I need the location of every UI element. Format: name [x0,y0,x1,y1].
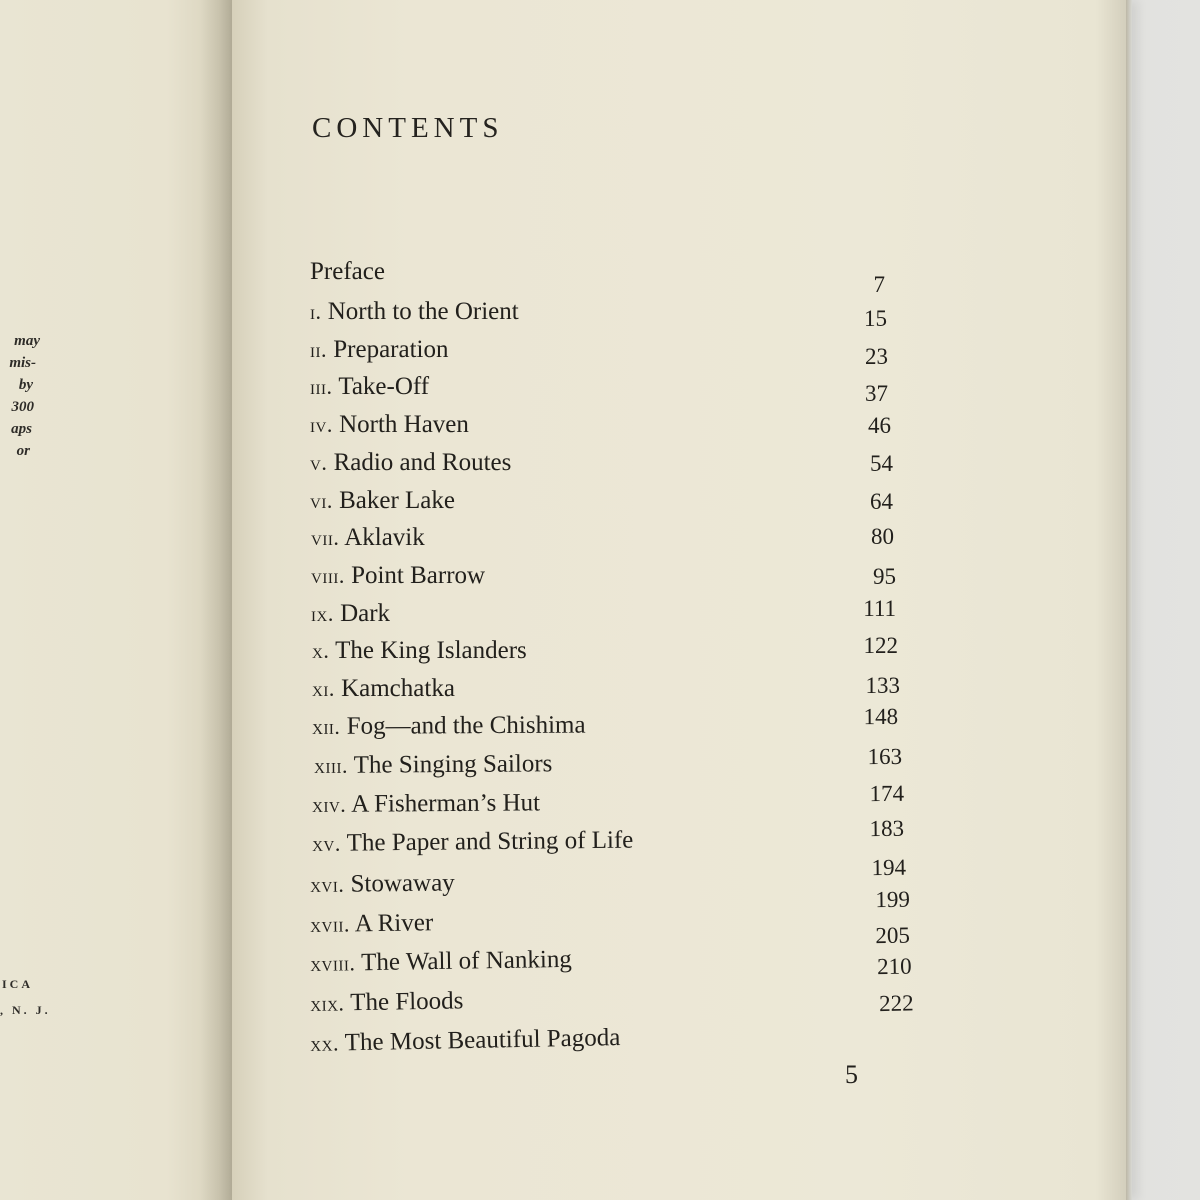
toc-entry-page: 210 [876,953,912,980]
toc-chapter-title: Kamchatka [341,675,455,702]
toc-chapter-numeral: xv. [312,830,341,856]
toc-entry-page: 23 [865,344,888,369]
toc-entry-title [310,373,429,401]
left-page-imprint-location: , N. J. [0,1003,51,1017]
toc-entry-page: 122 [863,633,898,658]
toc-chapter-numeral: viii. [311,563,345,588]
toc-entry [310,854,920,905]
toc-chapter-numeral: iv. [310,412,333,437]
toc-chapter-numeral: ii. [310,337,327,362]
left-page-text-line: may [14,333,40,349]
toc-chapter-title: A River [354,909,434,938]
toc-chapter-numeral: iii. [310,374,333,399]
toc-entry-page: 80 [871,524,894,549]
toc-entry-title [312,712,586,741]
toc-chapter-title: Preparation [333,336,449,363]
toc-chapter-title: Aklavik [344,524,425,551]
toc-chapter-numeral: xvii. [310,911,351,937]
toc-entry-title [310,449,511,477]
toc-entry-title [312,675,455,703]
toc-chapter-title: Fog—and the Chishima [346,711,586,740]
toc-entry-title [310,946,572,978]
toc-entry-page: 46 [868,413,891,438]
page-edge [1126,0,1132,1200]
toc-entry [310,487,920,521]
toc-entry [310,633,920,671]
toc-chapter-numeral: i. [310,299,322,324]
toc-chapter-title: The Singing Sailors [353,750,553,779]
toc-entry-title [312,827,633,858]
toc-entry [310,815,920,864]
toc-chapter-numeral: vi. [310,488,333,513]
toc-entry-page: 15 [864,306,887,331]
toc-chapter-title: North to the Orient [327,298,519,325]
contents-heading: CONTENTS [312,112,504,144]
toc-entry-page: 174 [869,780,905,807]
toc-entry-title [310,909,433,939]
toc-entry-title [310,869,455,899]
toc-chapter-numeral: v. [310,450,328,475]
toc-entry-title [314,750,552,780]
toc-chapter-numeral: xvi. [310,871,345,897]
toc-chapter-numeral: xx. [310,1030,340,1056]
toc-entry-page: 37 [865,381,888,406]
toc-chapter-title: The Most Beautiful Pagoda [344,1024,621,1057]
toc-entry-page: 222 [878,990,914,1017]
toc-entry-page: 194 [871,854,907,881]
left-page-text-line: by [18,377,33,393]
toc-entry-page: 111 [863,596,896,621]
toc-entry [310,596,920,634]
toc-chapter-numeral: xix. [310,990,345,1016]
toc-chapter-numeral: xviii. [310,950,356,976]
toc-entry-title [311,524,425,552]
left-page-text-line: mis- [9,355,36,371]
toc-entry [310,703,920,747]
toc-entry-title [311,600,390,628]
page-number: 5 [845,1060,858,1089]
toc-chapter-title: Take-Off [338,373,430,400]
toc-entry [310,675,920,709]
toc-chapter-title: The Paper and String of Life [346,826,634,857]
toc-chapter-title: North Haven [339,411,469,438]
left-page-text-line: 300 [11,399,34,415]
toc-entry [310,743,920,786]
left-page-text-line: or [16,443,30,459]
toc-entry [310,373,920,407]
toc-entry-title [310,1024,621,1058]
toc-chapter-numeral: xiii. [314,752,349,778]
toc-entry-page: 183 [869,815,905,842]
toc-entry [310,449,920,483]
toc-chapter-title: Dark [340,600,391,627]
toc-entry-page: 199 [875,886,911,913]
toc-chapter-numeral: vii. [311,525,340,550]
toc-chapter-title: Radio and Routes [333,449,512,476]
toc-entry [310,336,920,370]
toc-entry-page: 163 [867,743,903,770]
toc-entry [310,298,920,332]
toc-chapter-title: The King Islanders [335,637,527,664]
toc-entry-page: 205 [875,922,911,949]
toc-chapter-title: The Floods [349,987,464,1017]
toc-chapter-numeral: x. [312,638,330,663]
toc-entry-title [310,298,519,326]
toc-entry [310,411,920,445]
toc-chapter-title: Stowaway [350,869,455,898]
left-page-imprint: ICA [2,977,34,991]
toc-entry-page: 7 [873,272,885,297]
toc-entry-page: 95 [873,564,896,589]
toc-entry-title [310,336,448,364]
toc-chapter-numeral: xiv. [312,791,347,817]
toc-chapter-numeral: xi. [312,676,335,701]
toc-entry-title [310,411,469,439]
toc-chapter-numeral: xii. [312,713,341,739]
toc-entry [310,780,920,825]
toc-entry-title [311,562,485,590]
toc-chapter-title: The Wall of Nanking [360,945,573,977]
toc-entry-title [312,637,527,665]
toc-entry-page: 148 [863,703,899,730]
toc-entry-preface [310,258,920,297]
toc-entry-title [312,789,540,819]
toc-entry [310,524,920,558]
toc-entry [310,562,920,596]
toc-chapter-numeral: ix. [311,601,334,626]
toc-entry-page: 133 [865,673,900,698]
toc-entry-title [310,487,455,515]
toc-entry-page: 54 [870,451,893,476]
left-page-text-line: aps [11,421,32,437]
toc-chapter-title: A Fisherman’s Hut [351,789,541,818]
toc-entry-title [310,987,464,1018]
toc-chapter-title: Point Barrow [351,562,486,589]
toc-chapter-title: Baker Lake [339,487,455,514]
toc-entry-page: 64 [870,489,893,514]
toc-entry-title: Preface [310,258,385,285]
